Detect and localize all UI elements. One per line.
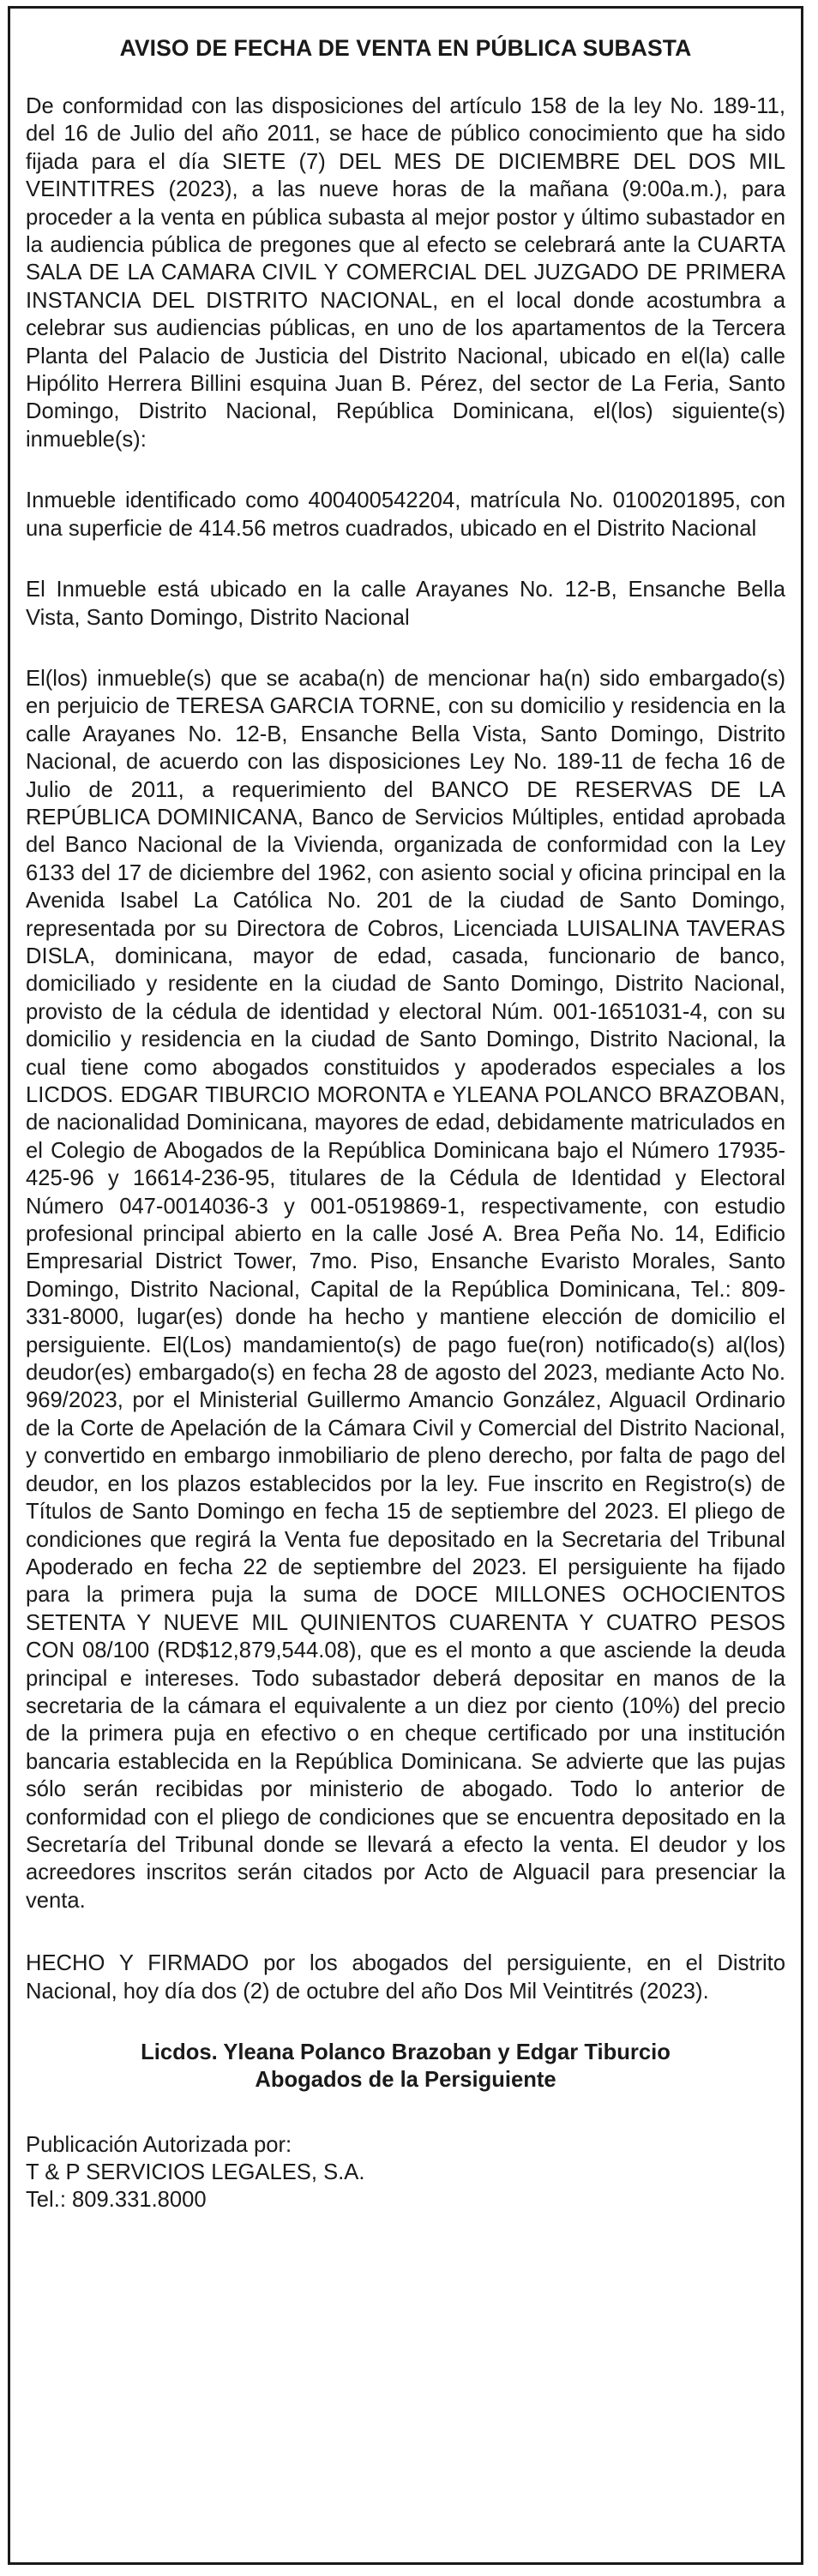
authorized-phone: Tel.: 809.331.8000 [26,2188,207,2212]
signature-role: Abogados de la Persiguiente [255,2068,556,2092]
paragraph-signed: HECHO Y FIRMADO por los abogados del persiguiente, en el Distrito Nacional, hoy día dos (2) de octubre del año Dos Mil Veintitrés (2023). [26,1951,785,2004]
signature-attorneys: Licdos. Yleana Polanco Brazoban y Edgar Tiburcio [141,2040,671,2064]
paragraph-property-id: Inmueble identificado como 400400542204, matrícula No. 0100201895, con una superficie de 414.56 metros cuadrados, ubicado en el Distrito Nacional [26,488,785,541]
authorized-company: T & P SERVICIOS LEGALES, S.A. [26,2160,365,2184]
legal-notice-box [8,6,803,2565]
paragraph-property-location: El Inmueble está ubicado en la calle Arayanes No. 12-B, Ensanche Bella Vista, Santo Domingo, Distrito Nacional [26,578,785,630]
paragraph-seizure-details: El(los) inmueble(s) que se acaba(n) de mencionar ha(n) sido embargado(s) en perjuicio de TERESA GARCIA TORNE, con su domicilio y residencia en la calle Arayanes No. 12-B, Ensanche Bella Vista, Santo Domingo, Distrito Nacional, de acuerdo con las disposiciones Ley No. 189-11 de fecha 16 de Julio de 2011, a requerimiento del BANCO DE RESERVAS DE LA REPÚBLICA DOMINICANA, Banco de Servicios Múltiples, entidad aprobada del Banco Nacional de la Vivienda, organizada de conformidad con la Ley 6133 del 17 de diciembre del 1962, con asiento social y oficina principal en la Avenida Isabel La Católica No. 201 de la ciudad de Santo Domingo, representada por su Directora de Cobros, Licenciada LUISALINA TAVERAS DISLA, dominicana, mayor de edad, casada, funcionario de banco, domiciliado y residente en la ciudad de Santo Domingo, Distrito Nacional, provisto de la cédula de identidad y electoral Núm. 001-1651031-4, con su domicilio y residencia en la ciudad de Santo Domingo, Distrito Nacional, la cual tiene como abogados constituidos y apoderados especiales a los LICDOS. EDGAR TIBURCIO MORONTA e YLEANA POLANCO BRAZOBAN, de nacionalidad Dominicana, mayores de edad, debidamente matriculados en el Colegio de Abogados de la República Dominicana bajo el Número 17935-425-96 y 16614-236-95, titulares de la Cédula de Identidad y Electoral Número 047-0014036-3 y 001-0519869-1, respectivamente, con estudio profesional principal abierto en la calle José A. Brea Peña No. 14, Edificio Empresarial District Tower, 7mo. Piso, Ensanche Evaristo Morales, Santo Domingo, Distrito Nacional, Capital de la República Dominicana, Tel.: 809-331-8000, lugar(es) donde ha hecho y mantiene elección de domicilio el persiguiente. El(Los) mandamiento(s) de pago fue(ron) notificado(s) al(los) deudor(es) embargado(s) en fecha 28 de agosto del 2023, mediante Acto No. 969/2023, por el Ministerial Guillermo Amancio González, Alguacil Ordinario de la Corte de Apelación de la Cámara Civil y Comercial del Distrito Nacional, y convertido en embargo inmobiliario de pleno derecho, por falta de pago del deudor, en los plazos establecidos por la ley. Fue inscrito en Registro(s) de Títulos de Santo Domingo en fecha 15 de septiembre del 2023. El pliego de condiciones que regirá la Venta fue depositado en la Secretaria del Tribunal Apoderado en fecha 22 de septiembre del 2023. El persiguiente ha fijado para la primera puja la suma de DOCE MILLONES OCHOCIENTOS SETENTA Y NUEVE MIL QUINIENTOS CUARENTA Y CUATRO PESOS CON 08/100 (RD$12,879,544.08), que es el monto a que asciende la deuda principal e intereses. Todo subastador deberá depositar en manos de la secretaria de la cámara el equivalente a un diez por ciento (10%) del precio de la primera puja en efectivo o en cheque certificado por una institución bancaria establecida en la República Dominicana. Se advierte que las pujas sólo serán recibidas por ministerio de abogado. Todo lo anterior de conformidad con el pliego de condiciones que se encuentra depositado en la Secretaría del Tribunal donde se llevará a efecto la venta. El deudor y los acreedores inscritos serán citados por Acto de Alguacil para presenciar la venta. [26,666,785,1913]
paragraph-auction-date: De conformidad con las disposiciones del artículo 158 de la ley No. 189-11, del 16 de Julio del año 2011, se hace de público conocimiento que ha sido fijada para el día SIETE (7) DEL MES DE DICIEMBRE DEL DOS MIL VEINTITRES (2023), a las nueve horas de la mañana (9:00a.m.), para proceder a la venta en pública subasta al mejor postor y último subastador en la audiencia pública de pregones que al efecto se celebrará ante la CUARTA SALA DE LA CAMARA CIVIL Y COMERCIAL DEL JUZGADO DE PRIMERA INSTANCIA DEL DISTRITO NACIONAL, en el local donde acostumbra a celebrar sus audiencias públicas, en uno de los apartamentos de la Tercera Planta del Palacio de Justicia del Distrito Nacional, ubicado en el(la) calle Hipólito Herrera Billini esquina Juan B. Pérez, del sector de La Feria, Santo Domingo, Distrito Nacional, República Dominicana, el(los) siguiente(s) inmueble(s): [26,94,785,452]
authorized-label: Publicación Autorizada por: [26,2133,292,2157]
notice-title: AVISO DE FECHA DE VENTA EN PÚBLICA SUBASTA [119,35,692,61]
publication-authorization [26,2131,785,2214]
signature-block [26,2039,785,2094]
